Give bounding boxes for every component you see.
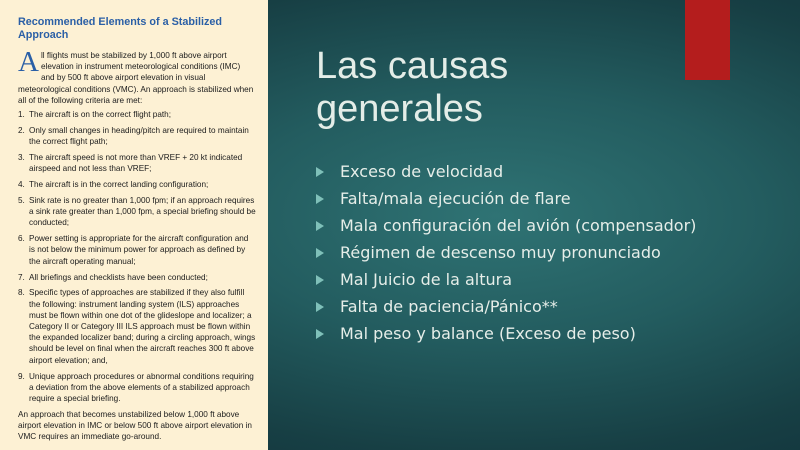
list-item [314,324,784,344]
item-number: 3. [18,153,25,162]
bullet-text: Falta/mala ejecución de flare [340,189,571,208]
item-text: Unique approach procedures or abnormal conditions requiring a deviation from the above elements of a stabilized approach require a special briefing. [29,371,254,403]
causes-list [314,162,784,351]
triangle-right-icon [316,194,324,204]
list-item [314,243,784,263]
intro-text: ll flights must be stabilized by 1,000 ft above airport elevation in instrument meteorological conditions (IMC) and by 500 ft above airport elevation in visual meteorological conditions (VMC). An approach is stabilized when all of the following criteria are met: [18,51,254,105]
triangle-right-icon [316,221,324,231]
drop-cap: A [18,46,39,78]
item-text: Power setting is appropriate for the aircraft configuration and is not below the minimum power for approach as defined by the aircraft operating manual; [29,234,249,266]
item-number: 1. [18,110,25,120]
list-item [314,297,784,317]
triangle-right-icon [316,275,324,285]
item-number: 2. [18,125,25,135]
panel-title: Recommended Elements of a Stabilized Approach [18,16,222,41]
list-item [314,216,784,236]
bullet-text: Mal Juicio de la altura [340,270,513,289]
bullet-text: Falta de paciencia/Pánico** [340,297,558,316]
item-text: Sink rate is no greater than 1,000 fpm; if an approach requires a sink rate greater than 1,000 fpm, a special briefing should be conducted; [29,195,256,228]
criteria-item [18,125,256,147]
item-number: 7. [18,272,25,282]
list-item [314,162,784,182]
bullet-text: Mala configuración del avión (compensador) [340,216,697,235]
bullet-text: Exceso de velocidad [340,162,504,181]
criteria-item [18,179,256,190]
item-number: 4. [18,180,25,190]
criteria-item [18,272,256,283]
item-number: 9. [18,371,25,381]
item-number: 5. [18,195,25,205]
criteria-item [18,152,256,174]
item-number: 6. [18,234,25,244]
criteria-item [18,287,256,365]
stabilized-approach-panel [0,0,268,450]
item-text: The aircraft is on the correct flight path; [29,110,171,120]
item-text: All briefings and checklists have been conducted; [29,272,208,282]
list-item [314,270,784,290]
criteria-item [18,371,256,405]
criteria-item [18,195,256,229]
item-text: Only small changes in heading/pitch are required to maintain the correct flight path; [29,125,249,147]
bullet-text: Régimen de descenso muy pronunciado [340,243,661,262]
triangle-right-icon [316,329,324,339]
triangle-right-icon [316,167,324,177]
slide-title: Las causas generales [316,45,509,130]
item-text: The aircraft is in the correct landing configuration; [29,180,209,190]
item-number: 8. [18,288,25,298]
item-text: The aircraft speed is not more than VREF + 20 kt indicated airspeed and not less than VREF; [29,153,243,174]
red-accent-tab [685,0,730,80]
panel-closing: An approach that becomes unstabilized below 1,000 ft above airport elevation in IMC or below 500 ft above airport elevation in VMC requires an immediate go-around. [18,409,252,442]
list-item [314,189,784,209]
triangle-right-icon [316,302,324,312]
panel-intro [18,46,256,106]
triangle-right-icon [316,248,324,258]
bullet-text: Mal peso y balance (Exceso de peso) [340,324,636,343]
criteria-item [18,109,256,120]
criteria-list [18,109,256,404]
criteria-item [18,233,256,267]
item-text: Specific types of approaches are stabilized if they also fulfill the following: instrument landing system (ILS) approaches must be flown within one dot of the glideslope and localizer; a Category II or Category III ILS approach must be flown within the expanded localizer band; during a circling approach, wings should be level on final when the aircraft reaches 300 ft above airport elevation; and, [29,288,256,365]
